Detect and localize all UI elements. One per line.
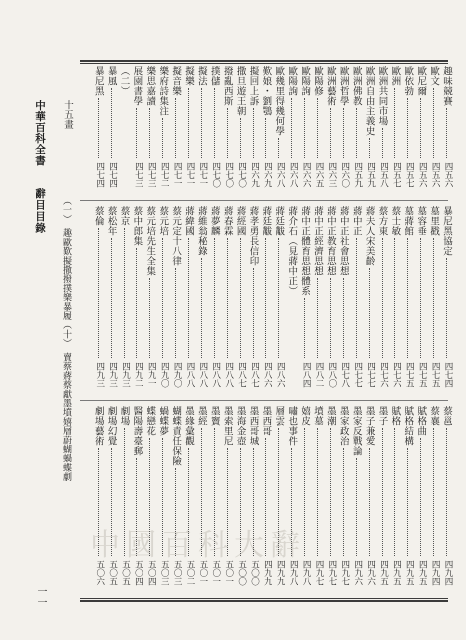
entry-page: 五〇〇	[249, 560, 260, 586]
entry-page: 四七一	[197, 162, 208, 188]
entry-page: 四六九	[262, 162, 273, 188]
entry-page: 四八七	[249, 362, 260, 388]
leader-dots	[278, 238, 292, 358]
entry-page: 四九一	[146, 362, 157, 388]
entry-term: 撒旦遊王朝	[234, 66, 246, 116]
entry-term: 歎娘・劉鶚	[260, 66, 272, 116]
entry-term: 歐陽修	[312, 66, 323, 96]
leader-dots	[343, 278, 357, 358]
entry-term: 展園書學	[131, 66, 143, 106]
leader-dots	[446, 258, 460, 358]
entry-term: 歐洲自由主義史	[363, 66, 375, 136]
entry-page: 四六〇	[339, 162, 350, 188]
entry-page: 四九七	[326, 560, 337, 586]
leader-dots	[394, 428, 408, 556]
leader-dots	[343, 108, 357, 158]
leader-dots	[265, 118, 279, 158]
leader-dots	[240, 118, 254, 158]
entry-term: 賦格曲	[415, 406, 427, 436]
leader-dots	[330, 428, 344, 556]
entry-page: 五〇五	[107, 560, 118, 586]
band-divider-2	[80, 400, 448, 401]
entry-page: 四九七	[339, 560, 350, 586]
entry-term: 歐洲藝術	[324, 66, 336, 106]
entry-term: 蔡士敏	[389, 206, 401, 236]
entry-term: 墨經	[195, 406, 207, 426]
book-subtitle: 辭目目錄	[34, 188, 46, 234]
leader-dots	[433, 88, 447, 158]
entry-term: 擬法	[195, 66, 207, 86]
leader-dots	[369, 268, 383, 358]
entry-page: 四八六	[262, 362, 273, 388]
entry-term: 賦格結構	[402, 406, 414, 446]
entry-term: 墨海金壺	[234, 406, 246, 446]
entry-page: 五〇三	[159, 560, 170, 586]
leader-dots	[394, 238, 408, 358]
entry-page: 四七〇	[223, 162, 234, 188]
entry-term: 劇場	[118, 406, 130, 426]
leader-dots	[446, 428, 460, 556]
entry-page: 四九三	[94, 362, 105, 388]
entry-term: 劇場藝術	[92, 406, 104, 446]
entry-term: 蔣孝勇長信印	[247, 206, 259, 266]
entry-page: 四八二	[314, 362, 324, 388]
entry-term: （二）	[118, 66, 130, 96]
entry-page: 四六九	[249, 162, 260, 188]
entry-term: 蔡松年	[105, 206, 117, 236]
entry-term: 蔣廷黻	[273, 206, 285, 236]
index-entry	[130, 66, 143, 198]
entry-term: 墨家政治	[337, 406, 349, 446]
entry-page: 五〇四	[146, 560, 157, 586]
entry-term: 層雲	[273, 406, 285, 426]
entry-term: 蔣維翁秘錄	[195, 206, 207, 256]
leader-dots	[330, 108, 344, 158]
entry-page: 四七五	[404, 362, 415, 388]
entry-page: 四九九	[275, 560, 286, 586]
entry-page: 四五八	[378, 162, 389, 188]
leader-dots	[201, 88, 215, 158]
entry-page	[285, 362, 298, 398]
entry-page: 四九三	[120, 362, 131, 388]
leader-dots	[382, 428, 396, 556]
leader-dots	[149, 108, 163, 158]
entry-term: 墨子兼愛	[363, 406, 375, 446]
leader-dots	[253, 108, 267, 158]
leader-dots	[265, 238, 279, 358]
entry-page: 五〇一	[210, 560, 221, 586]
entry-page: 四八八	[185, 362, 195, 388]
entry-page: 四六五	[314, 162, 324, 188]
entry-term: 墳墓	[312, 406, 323, 426]
leader-dots	[382, 238, 396, 358]
leader-dots	[420, 238, 434, 358]
leader-dots	[201, 258, 215, 358]
leader-dots	[111, 88, 125, 158]
entry-term: 蔡倫	[92, 206, 104, 226]
leader-dots	[188, 238, 202, 358]
leader-dots	[136, 108, 150, 158]
bottom-rule-thick	[80, 600, 448, 602]
entry-term: 歐洲哲學	[337, 66, 349, 106]
leader-dots	[240, 238, 254, 358]
leader-dots	[98, 448, 112, 556]
entry-term: 墨子	[376, 406, 388, 426]
entry-page: 四九五	[417, 560, 428, 586]
entry-term: 蔡元定十八律	[170, 206, 182, 266]
entry-page: 五〇〇	[236, 560, 247, 586]
leader-dots	[149, 278, 163, 358]
leader-dots	[420, 438, 434, 556]
leader-dots	[188, 88, 202, 158]
entry-term: 蔡邕	[441, 406, 452, 426]
leader-dots	[407, 448, 421, 556]
entry-term: 暴風	[105, 66, 117, 86]
index-entry	[285, 66, 298, 198]
entry-page: 四七一	[172, 162, 183, 188]
leader-dots	[227, 238, 241, 358]
entry-term: 歐洲共同市場	[376, 66, 388, 126]
entry-page: 四七三	[146, 162, 157, 188]
entry-term: 歐尼爾	[415, 66, 427, 96]
entry-term: 蔣春霖	[221, 206, 233, 236]
entry-term: 歐陽詢	[286, 66, 298, 96]
leader-dots	[253, 268, 267, 358]
entry-page: 四五七	[404, 162, 415, 188]
leader-dots	[175, 268, 189, 358]
entry-term: 蝴蝶責任保險	[170, 406, 182, 466]
entry-page: 四八六	[275, 362, 286, 388]
entry-page: 四七六	[378, 362, 389, 388]
entry-page: 四九八	[301, 560, 312, 586]
entry-page: 四七七	[365, 362, 376, 388]
leader-dots	[124, 428, 138, 556]
entry-term: 歐陽詢	[299, 66, 311, 96]
leader-dots	[227, 108, 241, 158]
entry-page: 四九〇	[159, 362, 170, 388]
entry-page: 四七一	[185, 162, 195, 188]
index-entry	[92, 406, 105, 596]
leader-dots	[291, 98, 305, 158]
entry-term: 蔡襄	[428, 406, 440, 426]
entry-term: 擬回上訴	[247, 66, 259, 106]
leader-dots	[433, 428, 447, 556]
entry-page: 四七七	[352, 362, 363, 388]
leader-dots	[240, 448, 254, 556]
entry-page: 四六八	[275, 162, 286, 188]
leader-dots	[136, 248, 150, 358]
entry-term: 蔣夫人宋美齡	[363, 206, 375, 266]
leader-dots	[201, 428, 215, 556]
entry-term: 墓蔣館	[402, 206, 414, 236]
entry-term: 蔡元培	[157, 206, 169, 236]
leader-dots	[162, 238, 176, 358]
entry-term: 墓容垂	[415, 206, 427, 236]
entry-page: 四九〇	[172, 362, 183, 388]
entry-term: 歐洲佛教	[350, 66, 362, 106]
entry-page: 四七四	[443, 362, 453, 388]
entry-page: 四九三	[107, 362, 118, 388]
entry-term: 蔣中正	[350, 206, 362, 236]
leader-dots	[407, 98, 421, 158]
entry-page: 四七二	[159, 162, 170, 188]
entry-page: 五〇一	[197, 560, 208, 586]
leader-dots	[317, 98, 331, 158]
entry-term: 嘯也事件	[286, 406, 298, 446]
entry-page: 四九六	[352, 560, 363, 586]
entry-page: 四五六	[443, 162, 453, 188]
entry-page: 五〇四	[133, 560, 144, 586]
leader-dots	[98, 98, 112, 158]
entry-page: 四七四	[94, 162, 105, 188]
leader-dots	[124, 228, 138, 358]
entry-term: 賦格	[389, 406, 401, 426]
leader-dots	[162, 438, 176, 556]
radical-list: （一） 趣歐歎擬撒撥撲樂暴履（十） 賣蔡蔣蔡獻墨墳嬉層蔚蝴蝸蝶劇	[61, 196, 71, 482]
leader-dots	[214, 88, 228, 158]
entry-page: 四六六	[301, 162, 312, 188]
entry-page: 五〇一	[223, 560, 234, 586]
entry-term: 蔣中正經濟思想	[312, 206, 323, 276]
entry-page: 四七三	[133, 162, 144, 188]
entry-term: 擬音樂	[170, 66, 182, 96]
leader-dots	[278, 138, 292, 158]
entry-page: 四五六	[430, 162, 441, 188]
entry-term: 蝸蝶夢	[157, 406, 169, 436]
entry-page: 四八〇	[326, 362, 337, 388]
leader-dots	[330, 278, 344, 358]
leader-dots	[149, 438, 163, 556]
entry-page: 四九五	[404, 560, 415, 586]
entry-term: 樂府詩集注	[157, 66, 169, 116]
leader-dots	[175, 468, 189, 556]
index-entry	[298, 206, 311, 398]
entry-term: 蔣夢麟	[208, 206, 220, 236]
entry-term: 蔣中正社會思想	[337, 206, 349, 276]
entry-term: 墨家反戰論	[350, 406, 362, 456]
entry-page: 四九五	[391, 560, 402, 586]
leader-dots	[317, 278, 331, 358]
leader-dots	[291, 448, 305, 556]
entry-page: 四六八	[288, 162, 299, 188]
entry-term: 暴尼黑協定	[441, 206, 452, 256]
entry-page: 四七五	[430, 362, 441, 388]
entry-page: 四五九	[352, 162, 363, 188]
leader-dots	[369, 448, 383, 556]
entry-term: 蔣緯國	[183, 206, 194, 236]
entry-term: 蔡元培先生全集	[144, 206, 156, 276]
entry-term: 墨索里尼	[221, 406, 233, 446]
entry-page: 四七〇	[210, 162, 221, 188]
entry-page: 五〇三	[172, 560, 183, 586]
entry-term: 蔣介石（見蔣中正）	[286, 206, 298, 296]
leader-dots	[356, 458, 370, 556]
entry-page: 四七六	[391, 362, 402, 388]
entry-page: 四九四	[430, 560, 441, 586]
entry-page: 四八八	[197, 362, 208, 388]
entry-page: 四八八	[210, 362, 221, 388]
leader-dots	[407, 238, 421, 358]
leader-dots	[111, 448, 125, 556]
leader-dots	[188, 448, 202, 556]
entry-term: 撲儲	[208, 66, 220, 86]
entry-term: 墨西哥城	[247, 406, 259, 446]
top-rule	[80, 60, 448, 62]
library-watermark: 中國百科大辭	[90, 528, 306, 563]
entry-page: 四九八	[288, 560, 299, 586]
entry-page: 四九二	[133, 362, 144, 388]
entry-page: 四七五	[417, 362, 428, 388]
leader-dots	[278, 428, 292, 556]
entry-page	[118, 162, 131, 198]
index-entry	[92, 66, 105, 198]
leader-dots	[304, 428, 318, 556]
band-divider-1	[80, 200, 448, 201]
entry-term: 擬樂	[183, 66, 194, 86]
leader-dots	[98, 228, 112, 358]
top-rule-thin	[80, 63, 448, 64]
entry-page: 五〇五	[120, 560, 131, 586]
entry-page: 四七八	[339, 362, 350, 388]
entry-term: 劇場幻覺	[105, 406, 117, 446]
entry-term: 蝶戀花	[144, 406, 156, 436]
leader-dots	[382, 128, 396, 158]
entry-term: 嬉皮	[299, 406, 311, 426]
leader-dots	[175, 98, 189, 158]
entry-page: 四八四	[301, 362, 312, 388]
leader-dots	[304, 298, 318, 358]
entry-page: 四八八	[223, 362, 234, 388]
page-folio: 一一	[35, 586, 46, 608]
entry-page: 四五九	[365, 162, 376, 188]
leader-dots	[343, 448, 357, 556]
leader-dots	[356, 238, 370, 358]
leader-dots	[433, 238, 447, 358]
leader-dots	[162, 118, 176, 158]
entry-page: 四九五	[378, 560, 389, 586]
entry-page: 五〇二	[185, 560, 195, 586]
entry-page: 四六三	[326, 162, 337, 188]
leader-dots	[420, 98, 434, 158]
entry-term: 樂思嘉讀	[144, 66, 156, 106]
entry-term: 蔡中郎集	[131, 206, 143, 246]
entry-term: 歐幾里得幾何學	[273, 66, 285, 136]
entry-term: 墨潮	[324, 406, 336, 426]
entry-page: 四七四	[107, 162, 118, 188]
leader-dots	[111, 238, 125, 358]
entry-term: 暴尼黑	[92, 66, 104, 96]
entry-term: 歐依勃	[402, 66, 414, 96]
index-entry	[92, 206, 105, 398]
entry-term: 趣味競賽	[441, 66, 452, 106]
entry-term: 蔡京	[118, 206, 130, 226]
entry-page: 四九九	[262, 560, 273, 586]
entry-term: 蔣中正教育思想	[324, 206, 336, 276]
leader-dots	[446, 108, 460, 158]
entry-term: 撥亂西斯	[221, 66, 233, 106]
entry-page: 四五六	[417, 162, 428, 188]
entry-term: 蔣中正體育思想體系	[299, 206, 311, 296]
leader-dots	[253, 448, 267, 556]
entry-term: 墓里戳	[428, 206, 440, 236]
entry-term: 蔣經國	[234, 206, 246, 236]
leader-dots	[265, 438, 279, 556]
leader-dots	[136, 458, 150, 556]
leader-dots	[356, 108, 370, 158]
entry-term: 歐文	[428, 66, 440, 86]
entry-page: 四九四	[443, 560, 453, 586]
leader-dots	[317, 428, 331, 556]
entry-page: 五〇六	[94, 560, 105, 586]
leader-dots	[227, 448, 241, 556]
stroke-heading: 十五畫	[62, 100, 73, 130]
entry-term: 蔡方東	[376, 206, 388, 236]
entry-term: 醫陽壽臺郵	[131, 406, 143, 456]
leader-dots	[394, 88, 408, 158]
leader-dots	[369, 138, 383, 158]
entry-page: 四七〇	[236, 162, 247, 188]
entry-page: 四五七	[391, 162, 402, 188]
entry-term: 蔣廷黻	[260, 206, 272, 236]
book-title: 中華百科全書	[34, 100, 46, 166]
leader-dots	[304, 98, 318, 158]
entry-term: 墨緣彙觀	[183, 406, 194, 446]
entry-term: 墨竇	[208, 406, 220, 426]
entry-term: 墨西哥	[260, 406, 272, 436]
index-entry	[376, 66, 389, 198]
leader-dots	[214, 238, 228, 358]
entry-term: 歐洲	[389, 66, 401, 86]
leader-dots	[214, 428, 228, 556]
entry-page: 四九七	[314, 560, 324, 586]
entry-page: 四九六	[365, 560, 376, 586]
entry-page: 四八七	[236, 362, 247, 388]
bottom-rule	[80, 598, 448, 599]
